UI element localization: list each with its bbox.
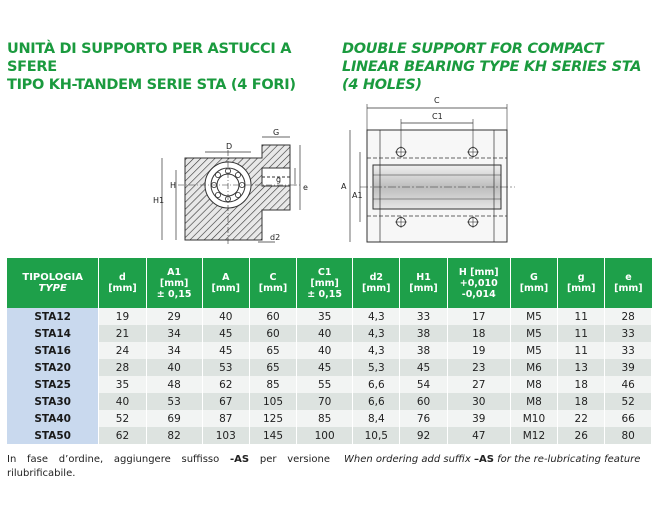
cell-h1: 92 (400, 427, 447, 444)
label-D: D (226, 142, 233, 151)
table-row (7, 393, 652, 410)
table-row (7, 342, 652, 359)
cell-h: 23 (447, 359, 510, 376)
header-d: d [mm] (99, 258, 146, 308)
label-A1: A1 (352, 191, 363, 200)
cell-a1: 34 (146, 325, 202, 342)
cell-a: 62 (202, 376, 249, 393)
cell-g-depth: 26 (558, 427, 605, 444)
cell-h: 18 (447, 325, 510, 342)
cell-a1: 53 (146, 393, 202, 410)
cell-a1: 34 (146, 342, 202, 359)
cell-d2: 6,6 (353, 393, 400, 410)
cell-g-depth: 11 (558, 308, 605, 325)
label-d2: d2 (270, 233, 281, 242)
cell-c1: 45 (297, 359, 353, 376)
title-english (342, 40, 660, 94)
table-body (7, 308, 652, 444)
cell-e: 28 (605, 308, 652, 325)
cell-e: 33 (605, 342, 652, 359)
order-note-english: When ordering add suffix –AS for the re-lubricating feature (344, 454, 641, 465)
cell-type: STA12 (7, 308, 99, 325)
order-note-italian: In fase d’ordine, aggiungere suffisso -AS per versione rilubrificabile. (7, 454, 330, 479)
cell-h1: 45 (400, 359, 447, 376)
cell-h: 17 (447, 308, 510, 325)
cell-a: 40 (202, 308, 249, 325)
header-d2: d2 [mm] (353, 258, 400, 308)
title-italian-line1: UNITÀ DI SUPPORTO PER ASTUCCI A SFERE (7, 41, 292, 75)
cell-d: 52 (99, 410, 146, 427)
cell-type: STA50 (7, 427, 99, 444)
header-h: H [mm] +0,010 -0,014 (447, 258, 510, 308)
cell-c1: 35 (297, 308, 353, 325)
top-view-drawing (350, 104, 515, 242)
cell-c1: 85 (297, 410, 353, 427)
cell-g-thread: M6 (510, 359, 557, 376)
cell-a1: 82 (146, 427, 202, 444)
header-g-thread: G [mm] (510, 258, 557, 308)
cell-h: 30 (447, 393, 510, 410)
title-english-line2: LINEAR BEARING TYPE KH SERIES STA (4 HOLES) (342, 59, 642, 93)
header-a1: A1 [mm] ± 0,15 (146, 258, 202, 308)
header-h1: H1 [mm] (400, 258, 447, 308)
cell-d2: 8,4 (353, 410, 400, 427)
cell-a1: 40 (146, 359, 202, 376)
table-row (7, 410, 652, 427)
cell-h: 39 (447, 410, 510, 427)
label-e: e (303, 183, 308, 192)
table-header-row (7, 258, 652, 308)
label-H1: H1 (153, 196, 165, 205)
cell-type: STA14 (7, 325, 99, 342)
cell-g-depth: 11 (558, 325, 605, 342)
cell-d: 62 (99, 427, 146, 444)
cell-c: 105 (249, 393, 296, 410)
cell-g-depth: 13 (558, 359, 605, 376)
label-G: G (273, 128, 280, 137)
cell-g-thread: M5 (510, 325, 557, 342)
cell-g-depth: 18 (558, 393, 605, 410)
header-a: A [mm] (202, 258, 249, 308)
cell-e: 39 (605, 359, 652, 376)
cell-type: STA30 (7, 393, 99, 410)
cell-d: 21 (99, 325, 146, 342)
cell-c1: 40 (297, 342, 353, 359)
cell-a: 45 (202, 342, 249, 359)
cell-a1: 29 (146, 308, 202, 325)
cell-d: 28 (99, 359, 146, 376)
cell-a: 53 (202, 359, 249, 376)
cell-c1: 55 (297, 376, 353, 393)
cell-c: 60 (249, 308, 296, 325)
title-italian (7, 40, 337, 94)
cell-g-thread: M5 (510, 308, 557, 325)
cell-g-thread: M8 (510, 376, 557, 393)
cell-c: 60 (249, 325, 296, 342)
cell-e: 80 (605, 427, 652, 444)
cell-d: 35 (99, 376, 146, 393)
cell-d2: 5,3 (353, 359, 400, 376)
cell-c: 125 (249, 410, 296, 427)
cell-e: 66 (605, 410, 652, 427)
label-H: H (170, 181, 177, 190)
label-g: g (276, 175, 282, 184)
cell-e: 33 (605, 325, 652, 342)
technical-drawings (0, 90, 660, 250)
header-c: C [mm] (249, 258, 296, 308)
table-row (7, 427, 652, 444)
title-italian-line2: TIPO KH-TANDEM SERIE STA (4 FORI) (7, 77, 296, 93)
dimensions-table (7, 258, 652, 444)
cell-type: STA40 (7, 410, 99, 427)
cell-c1: 40 (297, 325, 353, 342)
cell-h: 27 (447, 376, 510, 393)
cell-d: 19 (99, 308, 146, 325)
cell-type: STA25 (7, 376, 99, 393)
header-type: TIPOLOGIA TYPE (7, 258, 99, 308)
cell-a1: 48 (146, 376, 202, 393)
cell-c: 145 (249, 427, 296, 444)
cell-a1: 69 (146, 410, 202, 427)
cell-g-depth: 22 (558, 410, 605, 427)
cell-h1: 76 (400, 410, 447, 427)
table-row (7, 308, 652, 325)
cell-g-thread: M12 (510, 427, 557, 444)
header-g-depth: g [mm] (558, 258, 605, 308)
cell-a: 45 (202, 325, 249, 342)
title-english-line1: DOUBLE SUPPORT FOR COMPACT (342, 41, 604, 57)
cell-g-depth: 18 (558, 376, 605, 393)
cell-c1: 70 (297, 393, 353, 410)
header-c1: C1 [mm] ± 0,15 (297, 258, 353, 308)
cell-d2: 6,6 (353, 376, 400, 393)
cell-h: 19 (447, 342, 510, 359)
cell-g-depth: 11 (558, 342, 605, 359)
cell-a: 87 (202, 410, 249, 427)
cell-h1: 38 (400, 325, 447, 342)
cell-type: STA16 (7, 342, 99, 359)
cell-d: 40 (99, 393, 146, 410)
cell-d2: 10,5 (353, 427, 400, 444)
cell-a: 103 (202, 427, 249, 444)
cell-h: 47 (447, 427, 510, 444)
table-row (7, 359, 652, 376)
cell-d: 24 (99, 342, 146, 359)
table-row (7, 325, 652, 342)
cell-h1: 60 (400, 393, 447, 410)
cell-g-thread: M10 (510, 410, 557, 427)
cell-g-thread: M5 (510, 342, 557, 359)
cell-e: 52 (605, 393, 652, 410)
cell-h1: 38 (400, 342, 447, 359)
cell-h1: 54 (400, 376, 447, 393)
header-e: e [mm] (605, 258, 652, 308)
table-row (7, 376, 652, 393)
section-view-drawing (162, 137, 300, 245)
cell-c: 65 (249, 342, 296, 359)
label-C1: C1 (432, 112, 443, 121)
cell-c: 85 (249, 376, 296, 393)
cell-d2: 4,3 (353, 308, 400, 325)
cell-d2: 4,3 (353, 342, 400, 359)
cell-c: 65 (249, 359, 296, 376)
cell-a: 67 (202, 393, 249, 410)
cell-g-thread: M8 (510, 393, 557, 410)
cell-c1: 100 (297, 427, 353, 444)
cell-h1: 33 (400, 308, 447, 325)
label-A: A (341, 182, 347, 191)
cell-type: STA20 (7, 359, 99, 376)
cell-e: 46 (605, 376, 652, 393)
cell-d2: 4,3 (353, 325, 400, 342)
label-C: C (434, 96, 440, 105)
